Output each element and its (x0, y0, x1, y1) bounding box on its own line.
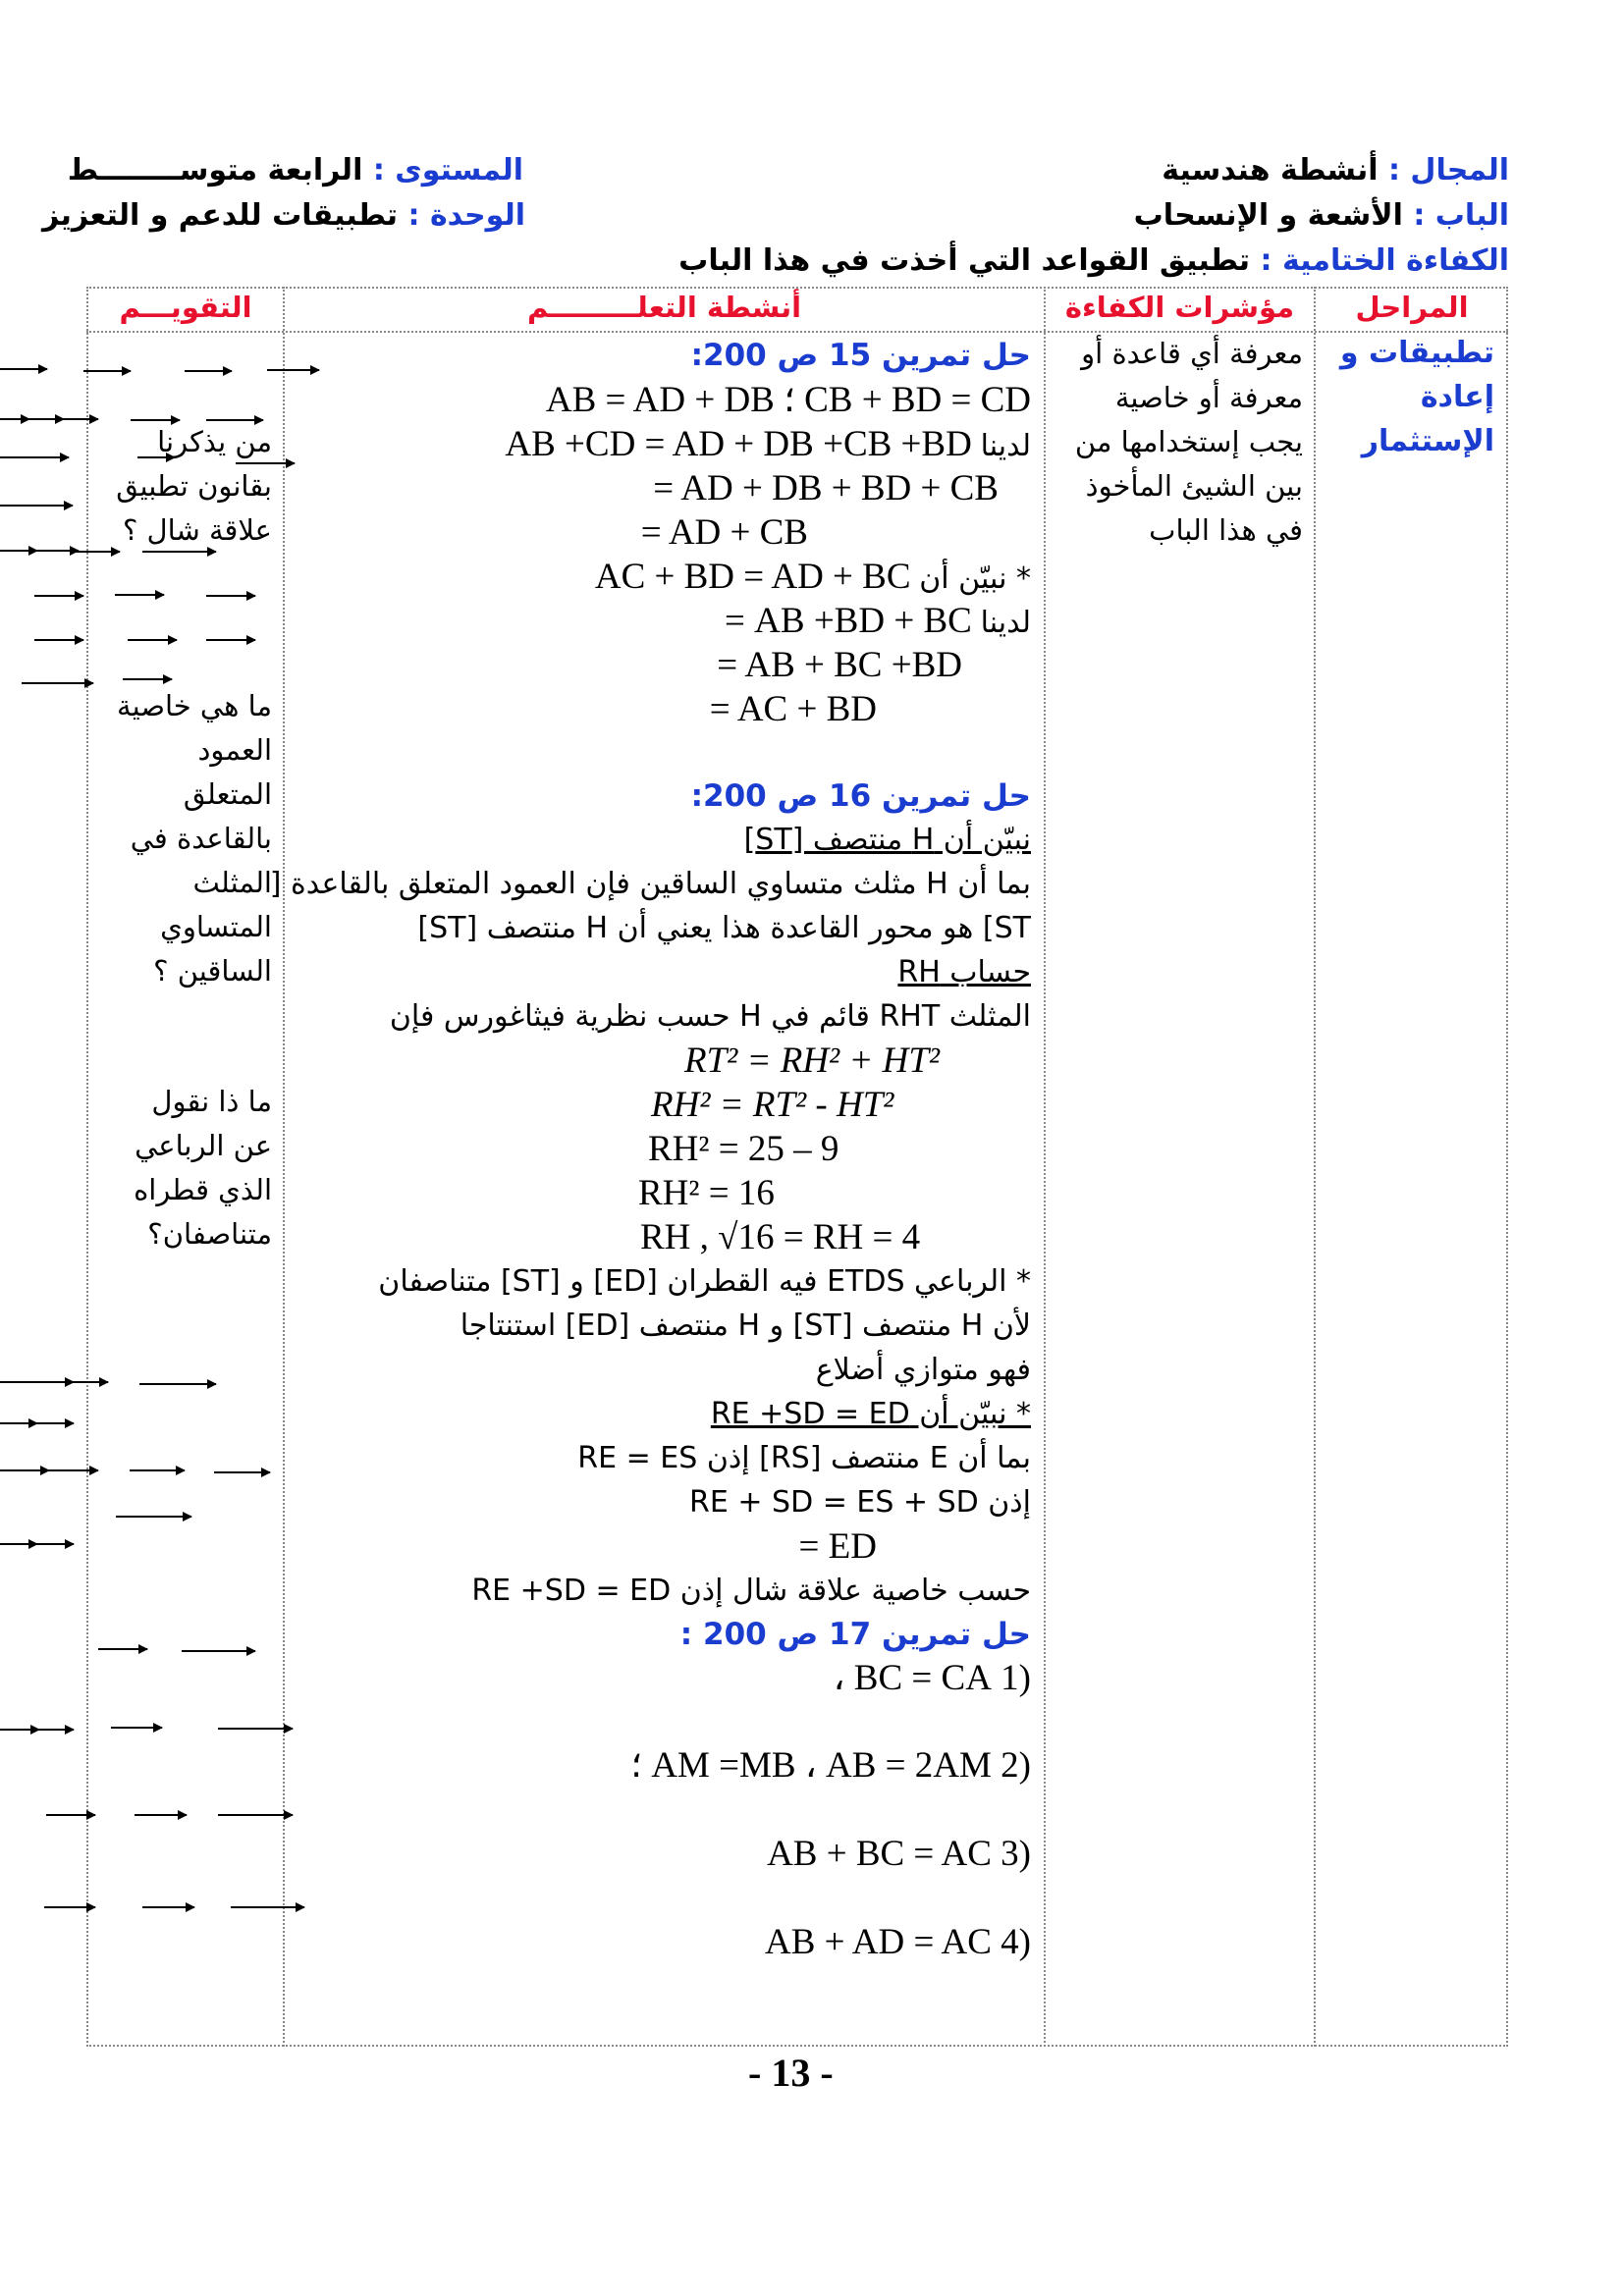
exercise-16-formula: RH , √16 = RH = 4 (640, 1217, 921, 1257)
exercise-15-title: حل تمرين 15 ص 200: (690, 338, 1031, 373)
evaluation-question-line: علاقة شال ؟ (122, 513, 272, 547)
exercise-15-equation: AB +CD = AD + DB +CB +BD (505, 424, 972, 464)
exercise-16-line: حساب RH (897, 955, 1031, 989)
exercise-16-line: بما أن H مثلث متساوي الساقين فإن العمود المتعلق بالقاعدة [ (269, 867, 1031, 901)
exercise-16-line: * الرباعي ETDS فيه القطران [ED] و [ST] متناصفان (378, 1264, 1031, 1299)
evaluation-question-line: المتساوي (160, 910, 272, 943)
exercise-17-title: حل تمرين 17 ص 200 : (679, 1617, 1031, 1652)
indicator-line: بين الشيئ المأخوذ (1085, 469, 1303, 503)
exercise-16-formula: RH² = 25 – 9 (648, 1129, 839, 1169)
competency-label: الكفاءة الختامية : (1260, 243, 1509, 278)
column-header-evaluation: التقويـــم (119, 291, 252, 324)
stage-line: الإستثمار (1361, 424, 1494, 458)
exercise-16-formula: RH² = 16 (638, 1173, 775, 1213)
evaluation-question-line: المتعلق (183, 777, 272, 811)
evaluation-question-line: الساقين ؟ (153, 954, 272, 988)
unit-label: الوحدة : (407, 198, 525, 233)
field-value: أنشطة هندسية (1162, 153, 1379, 187)
column-header-stages: المراحل (1355, 291, 1469, 324)
stage-line: إعادة (1420, 380, 1494, 414)
evaluation-question-line: العمود (197, 733, 272, 767)
chapter-label: الباب : (1413, 198, 1509, 233)
stage-line: تطبيقات و (1339, 336, 1494, 370)
evaluation-question-line: الذي قطراه (134, 1173, 272, 1206)
evaluation-question-line: بقانون تطبيق (116, 469, 272, 503)
exercise-16-formula: RH² = RT² - HT² (651, 1085, 894, 1125)
exercise-16-title: حل تمرين 16 ص 200: (690, 778, 1031, 814)
exercise-16-line: المثلث RHT قائم في H حسب نظرية فيثاغورس فإن (389, 999, 1031, 1034)
exercise-16-line: لأن H منتصف [ST] و H منتصف [ED] استنتاجا (460, 1308, 1031, 1343)
exercise-16-line: نبيّن أن H منتصف [ST] (743, 823, 1031, 857)
chapter-value: الأشعة و الإنسحاب (1133, 198, 1403, 233)
level-value: الرابعة متوســــــــط (67, 153, 363, 187)
evaluation-question-line: من يذكرنا (157, 425, 272, 458)
exercise-16-line: فهو متوازي أضلاع (815, 1353, 1031, 1387)
exercise-16-line: = ED (798, 1526, 877, 1567)
exercise-15-line: AB = AD + DB ؛ CB + BD = CD (545, 380, 1031, 420)
indicator-line: يجب إستخدامها من (1074, 425, 1303, 458)
evaluation-question-line: المثلث (192, 866, 272, 899)
exercise-15-equation: AC + BD = AD + BC (594, 557, 911, 597)
evaluation-question-line: بالقاعدة في (130, 822, 272, 855)
exercise-16-formula: RT² = RH² + HT² (684, 1041, 941, 1081)
level-label: المستوى : (372, 153, 523, 187)
exercise-17-item: (4 AB + AD = AC (765, 1922, 1031, 1962)
evaluation-question-line: عن الرباعي (135, 1129, 272, 1162)
evaluation-question-line: ما هي خاصية (117, 689, 272, 722)
evaluation-question-line: ما ذا نقول (151, 1085, 272, 1118)
competency-value: تطبيق القواعد التي أخذت في هذا الباب (678, 243, 1251, 278)
exercise-15-label: لدينا (980, 606, 1031, 640)
exercise-16-line: حسب خاصية علاقة شال إذن RE +SD = ED (471, 1574, 1031, 1608)
exercise-16-line: ST] هو محور القاعدة هذا يعني أن H منتصف [ST] (417, 911, 1031, 945)
field-label: المجال : (1387, 153, 1509, 187)
indicator-line: معرفة أي قاعدة أو (1081, 337, 1303, 370)
exercise-16-line: بما أن E منتصف [RS] إذن RE = ES (577, 1441, 1031, 1475)
exercise-15-line: = AC + BD (709, 689, 877, 729)
exercise-16-line: * نبيّن أن RE +SD = ED (710, 1397, 1031, 1431)
indicator-line: معرفة أو خاصية (1114, 381, 1303, 414)
exercise-17-item: (2 AM =MB ، AB = 2AM ؛ (630, 1745, 1031, 1786)
column-header-activities: أنشطة التعلـــــــــم (526, 291, 802, 324)
exercise-16-line: إذن RE + SD = ES + SD (689, 1485, 1031, 1520)
exercise-17-item: (3 AB + BC = AC (767, 1834, 1031, 1874)
indicator-line: في هذا الباب (1149, 513, 1303, 547)
exercise-15-equation: = AB +BD + BC (725, 601, 972, 641)
exercise-15-line: = AB + BC +BD (717, 645, 962, 685)
page-number: - 13 - (748, 2051, 834, 2095)
column-header-indicators: مؤشرات الكفاءة (1064, 291, 1295, 324)
exercise-15-label: * نبيّن أن (919, 561, 1031, 596)
exercise-17-item: (1 BC = CA ، (833, 1658, 1031, 1698)
evaluation-question-line: متناصفان؟ (147, 1217, 272, 1251)
unit-value: تطبيقات للدعم و التعزيز (41, 198, 399, 233)
exercise-15-label: لدينا (980, 429, 1031, 463)
exercise-15-line: = AD + CB (640, 512, 808, 553)
exercise-15-line: = AD + DB + BD + CB (653, 468, 999, 508)
